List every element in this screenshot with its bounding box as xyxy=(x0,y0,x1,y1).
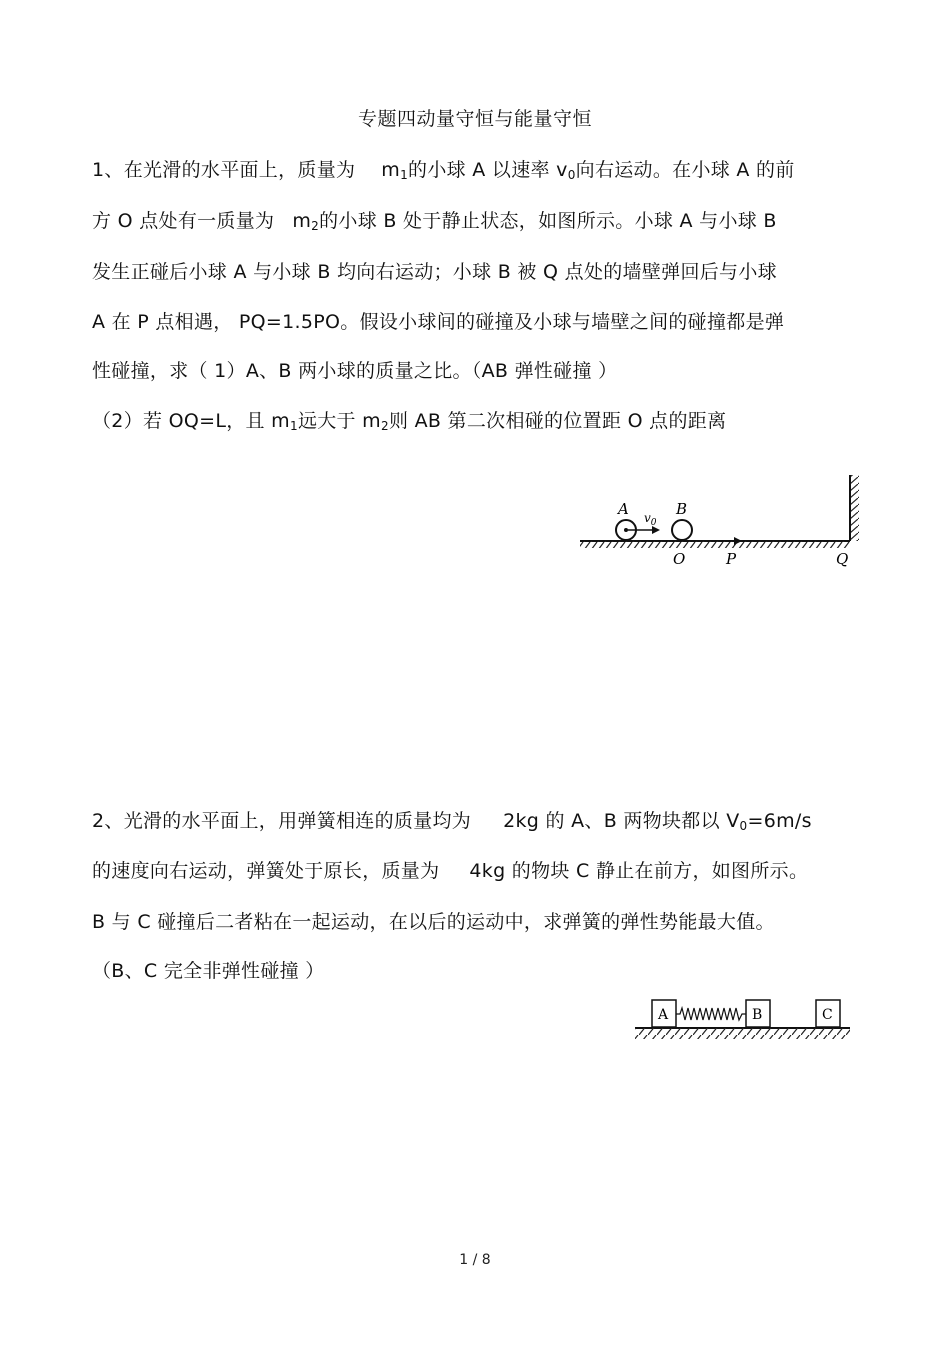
page-number: 1 / 8 xyxy=(459,1252,491,1268)
q1-line-4: A 在 P 点相遇， PQ=1.5PO。假设小球间的碰撞及小球与墙壁之间的碰撞都是弹 xyxy=(92,311,785,333)
block-c-label: C xyxy=(822,1007,833,1023)
block-a-label: A xyxy=(658,1007,669,1023)
ball-a-center xyxy=(624,528,628,532)
ball-b xyxy=(672,520,692,540)
q1-line-6: （2）若 OQ=L，且 $m_1$远大于 $m_2$则 AB 第二次相碰的位置距 O 点的距离 xyxy=(92,410,727,433)
label-p: P xyxy=(726,550,737,568)
label-b: B xyxy=(676,500,688,518)
ground-hatch-2 xyxy=(635,1028,850,1039)
page-title: 专题四动量守恒与能量守恒 xyxy=(357,108,592,130)
q1-line-5: 性碰撞，求（ 1）A、B 两小球的质量之比。（AB 弹性碰撞 ） xyxy=(92,360,618,382)
ground-hatch xyxy=(580,541,850,548)
q2-line-1: 2、光滑的水平面上，用弹簧相连的质量均为 2kg 的 A、B 两物块都以 $V_0=6m/s$ xyxy=(92,810,812,833)
label-a: A xyxy=(618,500,629,518)
wall-hatch xyxy=(851,475,859,541)
block-b-label: B xyxy=(752,1007,763,1023)
q1-line-1: 1、在光滑的水平面上，质量为 $m_1$的小球 A 以速率 $v_0$向右运动。在小球 A 的前 xyxy=(92,159,795,182)
q2-line-2: 的速度向右运动，弹簧处于原长，质量为 4kg 的物块 C 静止在前方，如图所示。 xyxy=(92,860,809,882)
label-q: Q xyxy=(836,550,849,568)
q1-figure xyxy=(570,470,870,570)
label-v: $v_0$ xyxy=(644,511,657,528)
q1-line-2: 方 O 点处有一质量为 $m_2$的小球 B 处于静止状态，如图所示。小球 A 与小球 B xyxy=(92,210,777,233)
q2-figure xyxy=(630,995,860,1050)
q1-line-3: 发生正碰后小球 A 与小球 B 均向右运动；小球 B 被 Q 点处的墙壁弹回后与小球 xyxy=(92,261,777,283)
q2-line-4: （B、C 完全非弹性碰撞 ） xyxy=(92,960,325,982)
q2-line-3: B 与 C 碰撞后二者粘在一起运动，在以后的运动中，求弹簧的弹性势能最大值。 xyxy=(92,911,775,933)
spring xyxy=(676,1008,746,1020)
label-o: O xyxy=(673,550,686,568)
